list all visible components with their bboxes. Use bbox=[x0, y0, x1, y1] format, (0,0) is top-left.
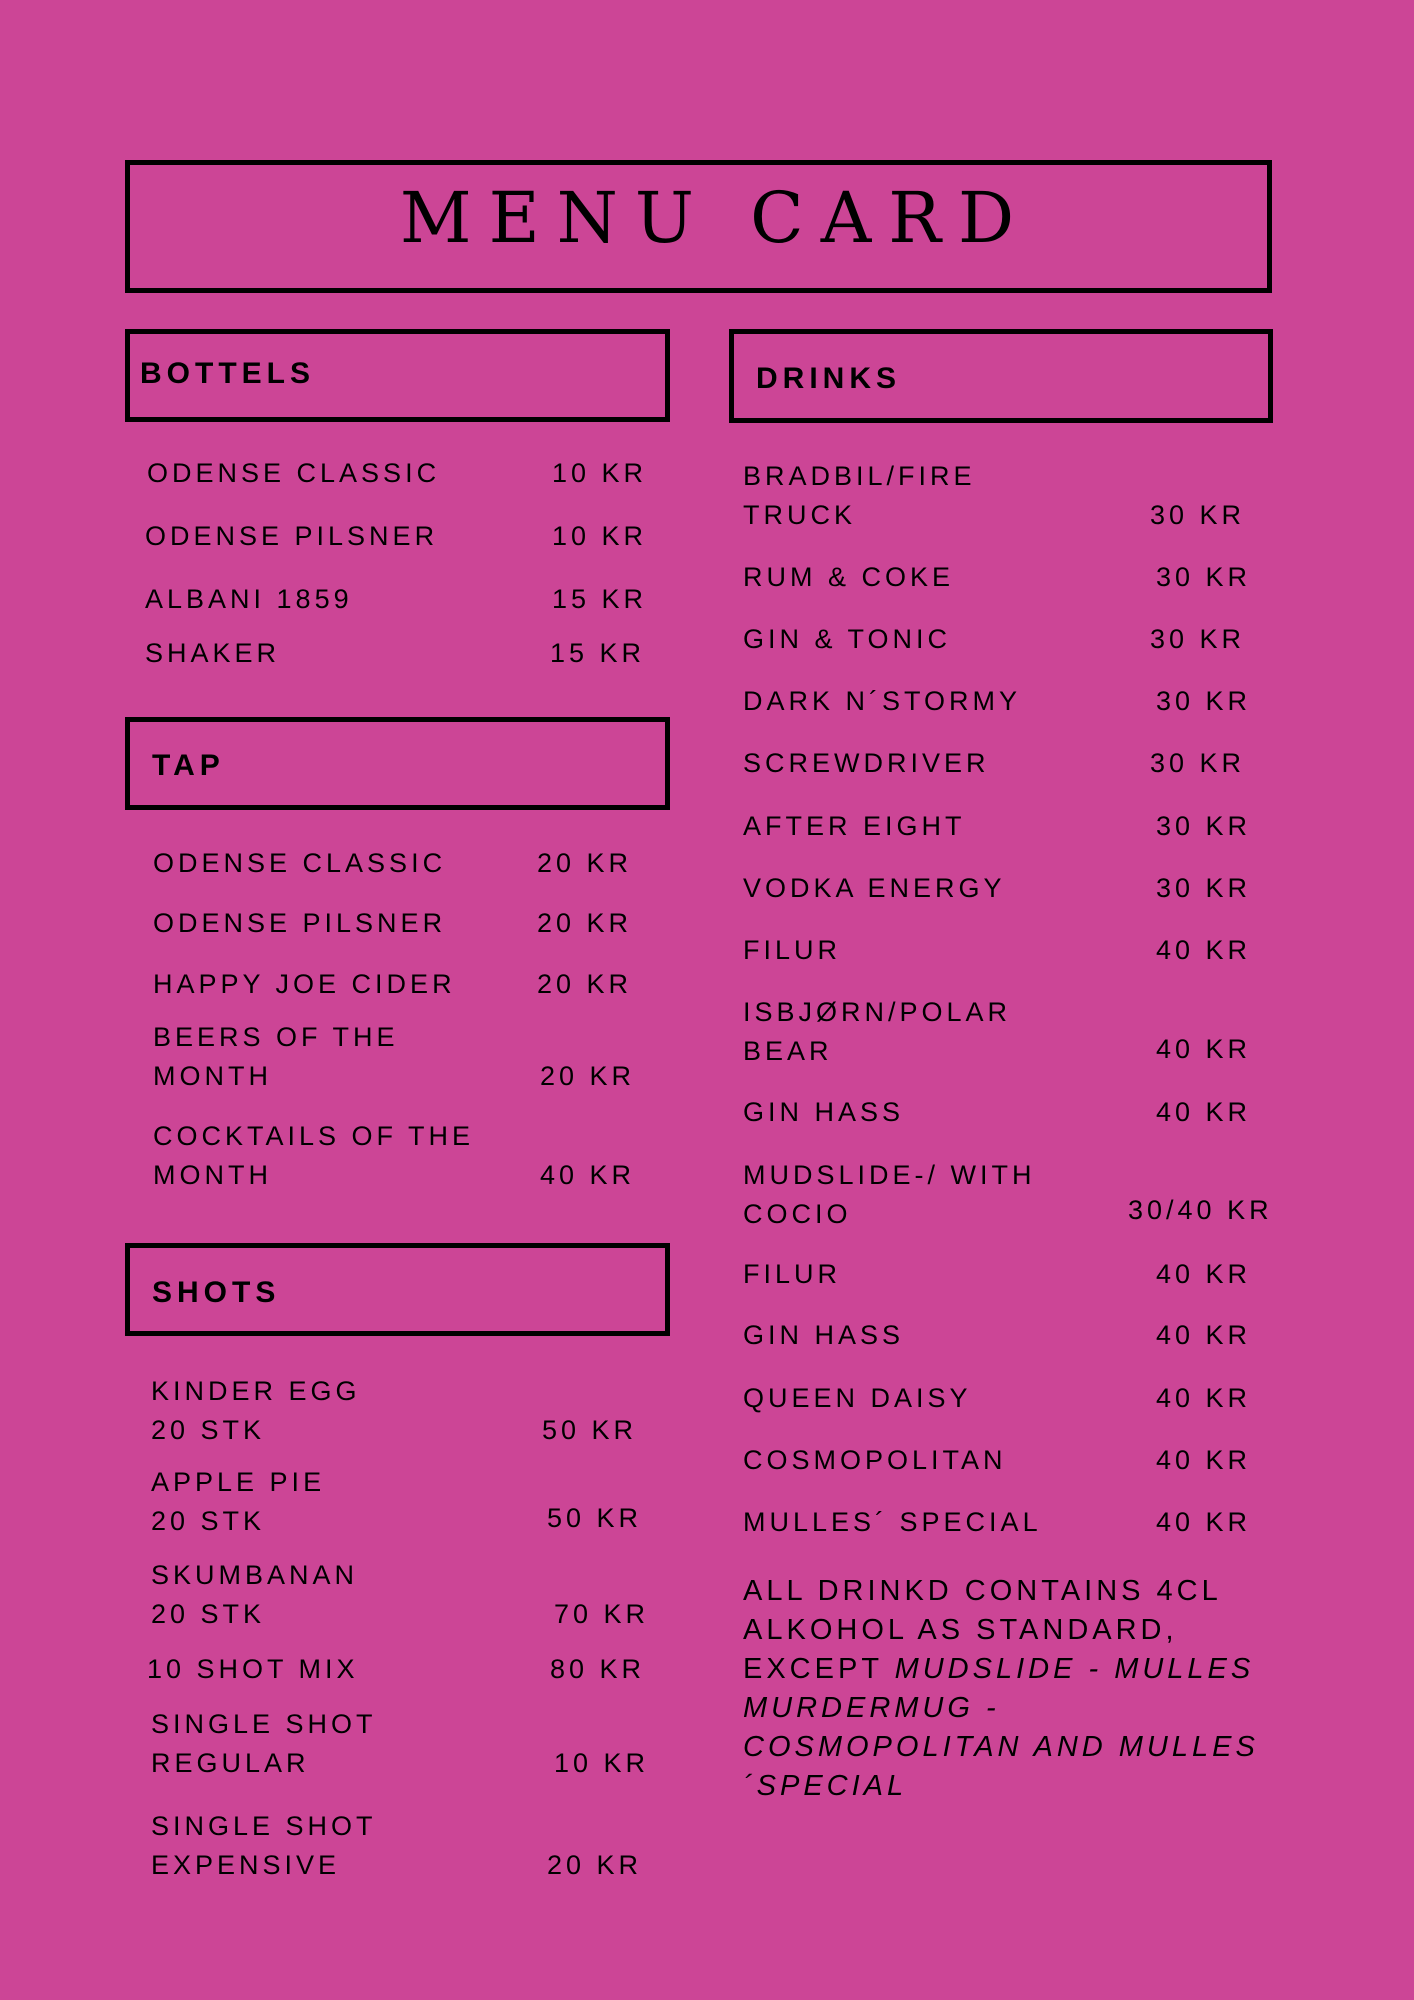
menu-item-price: 20 KR bbox=[537, 969, 633, 999]
menu-item-name: ODENSE CLASSIC bbox=[147, 458, 441, 488]
menu-item-name: ODENSE CLASSIC bbox=[153, 848, 447, 878]
menu-item-price: 50 KR bbox=[542, 1415, 638, 1445]
menu-item-price: 15 KR bbox=[550, 638, 646, 668]
page-title: MENU CARD bbox=[399, 177, 1032, 259]
menu-item-price: 50 KR bbox=[547, 1503, 643, 1533]
menu-item-price: 30 KR bbox=[1156, 811, 1252, 841]
bottels-heading: BOTTELS bbox=[140, 357, 315, 390]
menu-item-price: 15 KR bbox=[552, 584, 648, 614]
note-line: MURDERMUG - bbox=[743, 1692, 1000, 1724]
menu-item-price: 30 KR bbox=[1150, 500, 1246, 530]
note-text-italic: MUDSLIDE - MULLES bbox=[894, 1653, 1255, 1685]
menu-item-price: 40 KR bbox=[1156, 1445, 1252, 1475]
menu-item-name: GIN HASS bbox=[743, 1097, 905, 1127]
menu-item-name: GIN HASS bbox=[743, 1320, 905, 1350]
menu-item-name: FILUR bbox=[743, 1259, 842, 1289]
menu-item-name: FILUR bbox=[743, 935, 842, 965]
menu-item-price: 40 KR bbox=[1156, 1259, 1252, 1289]
menu-item-price: 40 KR bbox=[1156, 1097, 1252, 1127]
menu-item-price: 30 KR bbox=[1156, 873, 1252, 903]
menu-item-name: DARK N´STORMY bbox=[743, 686, 1022, 716]
menu-item-name: COCKTAILS OF THE bbox=[153, 1121, 475, 1151]
menu-item-name: SINGLE SHOT bbox=[151, 1811, 377, 1841]
note-line bbox=[743, 1650, 1303, 1689]
menu-item-name: 20 STK bbox=[151, 1599, 266, 1629]
menu-item-name: ODENSE PILSNER bbox=[153, 908, 447, 938]
note-line: COSMOPOLITAN AND MULLES bbox=[743, 1731, 1259, 1763]
menu-item-name: COCIO bbox=[743, 1199, 852, 1229]
menu-item-name: ALBANI 1859 bbox=[145, 584, 353, 614]
menu-item-name: 20 STK bbox=[151, 1506, 266, 1536]
note-text: EXCEPT bbox=[743, 1653, 895, 1685]
menu-item-name: AFTER EIGHT bbox=[743, 811, 966, 841]
menu-item-name: HAPPY JOE CIDER bbox=[153, 969, 456, 999]
menu-item-name: COSMOPOLITAN bbox=[743, 1445, 1007, 1475]
menu-item-name: SKUMBANAN bbox=[151, 1560, 359, 1590]
menu-item-price: 20 KR bbox=[537, 908, 633, 938]
menu-item-name: BEERS OF THE bbox=[153, 1022, 399, 1052]
tap-heading: TAP bbox=[152, 749, 225, 782]
drinks-heading: DRINKS bbox=[756, 362, 902, 395]
menu-item-name: SHAKER bbox=[145, 638, 281, 668]
menu-item-price: 20 KR bbox=[537, 848, 633, 878]
menu-item-name: SINGLE SHOT bbox=[151, 1709, 377, 1739]
menu-item-name: SCREWDRIVER bbox=[743, 748, 990, 778]
drinks-note bbox=[743, 1572, 1303, 1806]
menu-item-price: 30 KR bbox=[1150, 624, 1246, 654]
menu-item-name: REGULAR bbox=[151, 1748, 310, 1778]
note-line: ´SPECIAL bbox=[743, 1770, 908, 1802]
menu-item-price: 40 KR bbox=[1156, 1383, 1252, 1413]
menu-item-name: KINDER EGG bbox=[151, 1376, 361, 1406]
menu-item-price: 30 KR bbox=[1156, 562, 1252, 592]
menu-item-price: 80 KR bbox=[550, 1654, 646, 1684]
menu-item-price: 40 KR bbox=[1156, 935, 1252, 965]
menu-item-price: 40 KR bbox=[1156, 1034, 1252, 1064]
menu-item-price: 20 KR bbox=[540, 1061, 636, 1091]
menu-item-price: 10 KR bbox=[554, 1748, 650, 1778]
menu-item-price: 40 KR bbox=[1156, 1320, 1252, 1350]
menu-item-name: 10 SHOT MIX bbox=[147, 1654, 359, 1684]
shots-heading: SHOTS bbox=[152, 1276, 281, 1309]
menu-item-name: TRUCK bbox=[743, 500, 856, 530]
menu-item-name: MUDSLIDE-/ WITH bbox=[743, 1160, 1036, 1190]
note-line: ALKOHOL AS STANDARD, bbox=[743, 1614, 1178, 1646]
menu-item-name: MONTH bbox=[153, 1061, 272, 1091]
menu-item-price: 30 KR bbox=[1156, 686, 1252, 716]
menu-item-name: VODKA ENERGY bbox=[743, 873, 1006, 903]
menu-item-price: 40 KR bbox=[540, 1160, 636, 1190]
menu-item-price: 20 KR bbox=[547, 1850, 643, 1880]
menu-item-price: 10 KR bbox=[552, 521, 648, 551]
menu-item-name: BRADBIL/FIRE bbox=[743, 461, 976, 491]
menu-item-name: MULLES´ SPECIAL bbox=[743, 1507, 1042, 1537]
menu-item-name: ISBJØRN/POLAR bbox=[743, 997, 1012, 1027]
menu-item-price: 10 KR bbox=[552, 458, 648, 488]
menu-item-name: MONTH bbox=[153, 1160, 272, 1190]
note-line: ALL DRINKD CONTAINS 4CL bbox=[743, 1575, 1222, 1607]
menu-item-name: GIN & TONIC bbox=[743, 624, 952, 654]
menu-item-price: 70 KR bbox=[554, 1599, 650, 1629]
menu-item-price: 40 KR bbox=[1156, 1507, 1252, 1537]
menu-item-name: BEAR bbox=[743, 1036, 833, 1066]
menu-item-name: ODENSE PILSNER bbox=[145, 521, 439, 551]
menu-item-name: APPLE PIE bbox=[151, 1467, 326, 1497]
menu-item-name: RUM & COKE bbox=[743, 562, 955, 592]
menu-item-name: EXPENSIVE bbox=[151, 1850, 341, 1880]
menu-item-name: QUEEN DAISY bbox=[743, 1383, 972, 1413]
menu-item-price: 30/40 KR bbox=[1128, 1195, 1273, 1225]
menu-item-name: 20 STK bbox=[151, 1415, 266, 1445]
menu-item-price: 30 KR bbox=[1150, 748, 1246, 778]
